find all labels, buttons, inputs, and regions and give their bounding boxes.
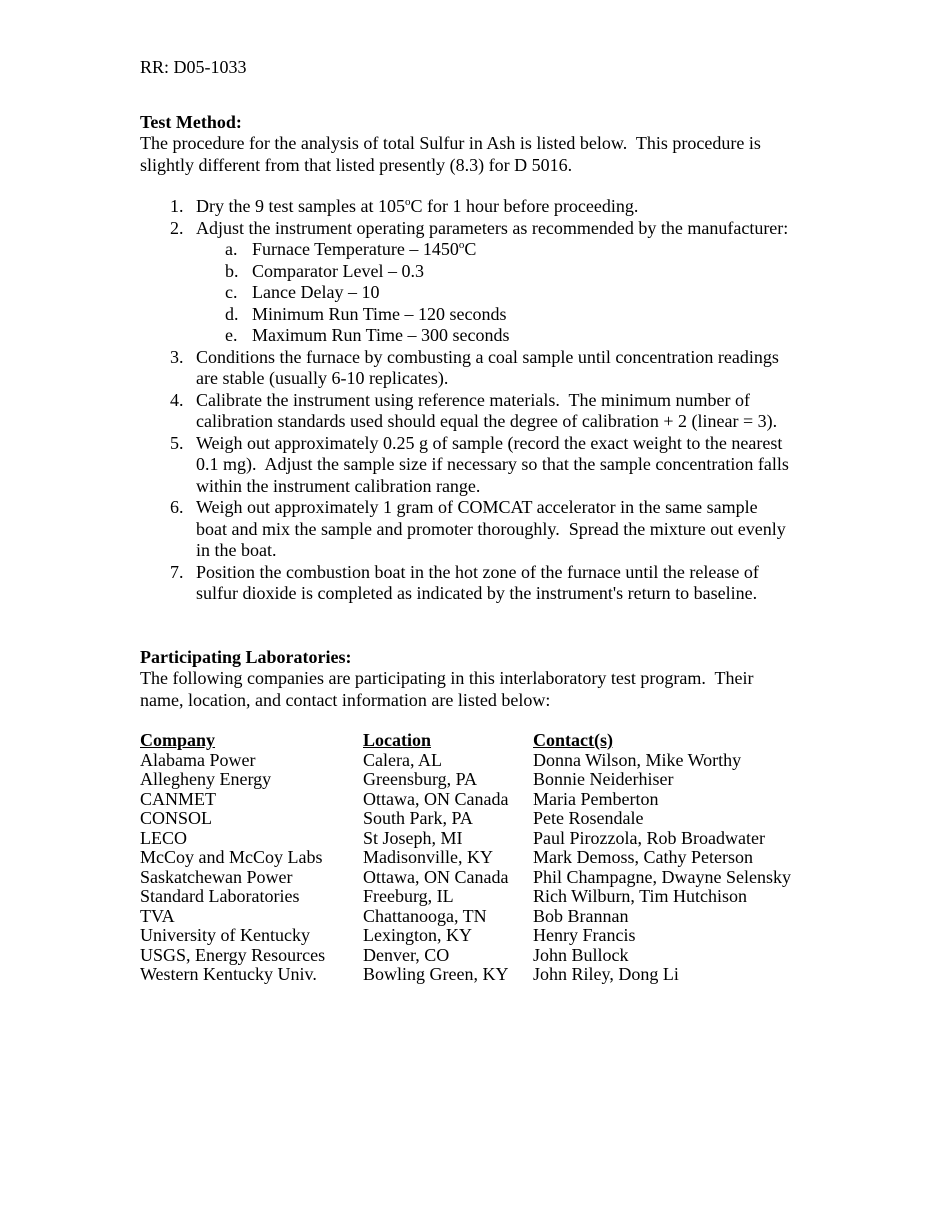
cell-location: Calera, AL [363, 749, 442, 770]
sub-list-item [140, 304, 855, 326]
sub-list-marker: a. [225, 239, 238, 259]
test-method-heading: Test Method: [140, 111, 242, 132]
list-item-line: within the instrument calibration range. [196, 475, 481, 496]
labs-table-body [140, 751, 830, 985]
sub-list-item-text [252, 261, 855, 283]
list-item-line: Weigh out approximately 0.25 g of sample (record the exact weight to the nearest [196, 432, 783, 453]
list-item [140, 347, 855, 390]
text-segment: Dry the 9 test samples at 105 [196, 196, 405, 216]
list-item-line: boat and mix the sample and promoter thoroughly. Spread the mixture out evenly [196, 518, 786, 539]
cell-location: Greensburg, PA [363, 769, 478, 789]
cell-contacts: Henry Francis [533, 925, 636, 945]
column-header-location: Location [363, 730, 432, 750]
list-marker: 3. [170, 346, 184, 367]
paragraph-line: name, location, and contact information are listed below: [140, 689, 551, 710]
sub-list-marker: d. [225, 303, 239, 324]
cell-contacts: Donna Wilson, Mike Worthy [533, 749, 742, 770]
labs-intro [140, 668, 855, 711]
cell-company: Standard Laboratories [140, 886, 300, 906]
cell-location: Madisonville, KY [363, 847, 493, 867]
cell-contacts: Mark Demoss, Cathy Peterson [533, 847, 753, 867]
list-item-line [196, 196, 855, 218]
list-item-line: are stable (usually 6-10 replicates). [196, 368, 449, 388]
list-marker: 4. [170, 389, 184, 410]
cell-location: Bowling Green, KY [363, 964, 509, 984]
table-row [140, 809, 830, 829]
cell-location: Denver, CO [363, 944, 450, 965]
cell-contacts: Paul Pirozzola, Rob Broadwater [533, 827, 765, 848]
list-item-line: Weigh out approximately 1 gram of COMCAT accelerator in the same sample [196, 497, 758, 517]
list-marker: 5. [170, 432, 184, 453]
list-marker: 2. [170, 217, 184, 238]
cell-company: USGS, Energy Resources [140, 944, 326, 965]
list-item [140, 218, 855, 240]
list-item [140, 196, 855, 218]
cell-contacts: Bonnie Neiderhiser [533, 769, 674, 789]
cell-company: Allegheny Energy [140, 769, 272, 789]
superscript-degree: o [404, 196, 411, 208]
cell-company: CONSOL [140, 808, 213, 828]
list-item-line: Position the combustion boat in the hot zone of the furnace until the release of [196, 561, 759, 582]
table-row [140, 946, 830, 966]
sub-list-item-text [252, 304, 855, 326]
paragraph-line: The procedure for the analysis of total Sulfur in Ash is listed below. This procedure is [140, 133, 761, 153]
cell-company: Alabama Power [140, 749, 256, 770]
table-row [140, 887, 830, 907]
list-item-line: sulfur dioxide is completed as indicated by the instrument's return to baseline. [196, 583, 758, 603]
cell-contacts: Phil Champagne, Dwayne Selensky [533, 866, 791, 887]
list-item-text [196, 196, 855, 218]
sub-list-item [140, 239, 855, 261]
sub-list-item [140, 261, 855, 283]
list-item-line: Lance Delay – 10 [252, 282, 380, 302]
column-header-company: Company [140, 730, 216, 750]
list-item-line: Calibrate the instrument using reference materials. The minimum number of [196, 389, 751, 410]
sub-list-item-text [252, 239, 855, 261]
column-header-contacts: Contact(s) [533, 730, 613, 750]
list-item-text [196, 218, 855, 240]
procedure-list [140, 196, 855, 605]
table-row [140, 848, 830, 868]
list-item-text [196, 390, 855, 433]
labs-table-header [140, 731, 830, 751]
cell-contacts: Rich Wilburn, Tim Hutchison [533, 886, 747, 906]
table-row [140, 829, 830, 849]
labs-heading: Participating Laboratories: [140, 646, 352, 667]
cell-location: South Park, PA [363, 808, 473, 828]
list-item-text [196, 433, 855, 498]
cell-contacts: Maria Pemberton [533, 788, 659, 809]
cell-contacts: Bob Brannan [533, 905, 629, 926]
list-item-line: Conditions the furnace by combusting a coal sample until concentration readings [196, 346, 779, 367]
list-item-line: Maximum Run Time – 300 seconds [252, 325, 510, 345]
sub-list-marker: c. [225, 282, 238, 302]
cell-company: McCoy and McCoy Labs [140, 847, 323, 867]
list-item-line: in the boat. [196, 540, 277, 560]
cell-company: University of Kentucky [140, 925, 310, 945]
paragraph-line: The following companies are participating in this interlaboratory test program. Their [140, 668, 754, 688]
cell-location: Ottawa, ON Canada [363, 788, 509, 809]
text-segment: Furnace Temperature – 1450 [252, 239, 459, 259]
table-row [140, 790, 830, 810]
sub-list-marker: b. [225, 260, 239, 281]
sub-list-item-text [252, 282, 855, 304]
cell-location: Ottawa, ON Canada [363, 866, 509, 887]
table-row [140, 868, 830, 888]
list-item-text [196, 347, 855, 390]
test-method-intro [140, 133, 855, 176]
list-item [140, 497, 855, 562]
list-item-line: Comparator Level – 0.3 [252, 260, 424, 281]
cell-company: Western Kentucky Univ. [140, 964, 317, 984]
cell-location: St Joseph, MI [363, 827, 463, 848]
list-item-line: calibration standards used should equal the degree of calibration + 2 (linear = 3). [196, 411, 778, 431]
labs-table [140, 731, 830, 985]
list-item [140, 562, 855, 605]
list-item-text [196, 497, 855, 562]
list-marker: 1. [170, 196, 184, 216]
test-method-section [140, 112, 855, 605]
cell-location: Lexington, KY [363, 925, 472, 945]
cell-location: Freeburg, IL [363, 886, 454, 906]
table-row [140, 751, 830, 771]
superscript-degree: o [458, 239, 465, 251]
list-item-line: Adjust the instrument operating parameters as recommended by the manufacturer: [196, 217, 789, 238]
list-item-line: 0.1 mg). Adjust the sample size if necessary so that the sample concentration falls [196, 454, 789, 474]
list-item [140, 390, 855, 433]
list-marker: 7. [170, 561, 184, 582]
cell-company: LECO [140, 827, 187, 848]
list-marker: 6. [170, 497, 184, 517]
list-item [140, 433, 855, 498]
document-id: RR: D05-1033 [140, 57, 247, 77]
cell-contacts: Pete Rosendale [533, 808, 644, 828]
cell-company: CANMET [140, 788, 216, 809]
table-row [140, 926, 830, 946]
text-segment: C [464, 239, 477, 259]
list-item-line: Minimum Run Time – 120 seconds [252, 303, 507, 324]
cell-contacts: John Riley, Dong Li [533, 964, 679, 984]
cell-location: Chattanooga, TN [363, 905, 487, 926]
sub-list-item-text [252, 325, 855, 347]
text-segment: C for 1 hour before proceeding. [410, 196, 639, 216]
cell-company: TVA [140, 905, 175, 926]
paragraph-line: slightly different from that listed presently (8.3) for D 5016. [140, 154, 573, 175]
cell-company: Saskatchewan Power [140, 866, 293, 887]
list-item-text [196, 562, 855, 605]
list-item-line [252, 239, 855, 261]
labs-section [140, 647, 855, 985]
table-row [140, 907, 830, 927]
sub-list-item [140, 325, 855, 347]
cell-contacts: John Bullock [533, 944, 629, 965]
sub-list-item [140, 282, 855, 304]
table-row [140, 770, 830, 790]
table-row [140, 965, 830, 985]
sub-list-marker: e. [225, 325, 238, 345]
